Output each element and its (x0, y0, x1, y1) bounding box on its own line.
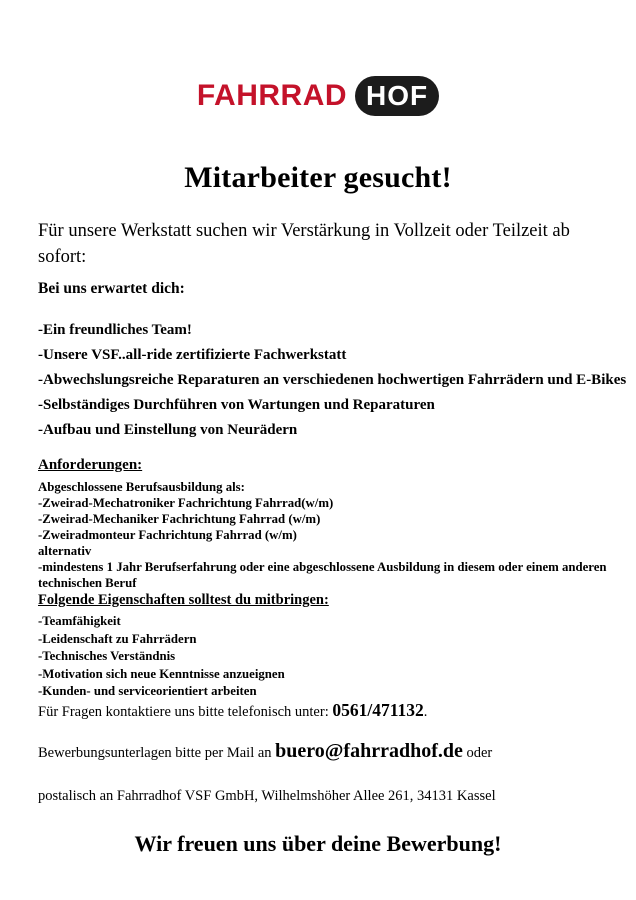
list-item: -mindestens 1 Jahr Berufserfahrung oder eine abgeschlossene Ausbildung in diesem oder einem anderen technischen Beruf (38, 560, 607, 590)
postal-address-line: postalisch an Fahrradhof VSF GmbH, Wilhelmshöher Allee 261, 34131 Kassel (38, 788, 496, 804)
intro-paragraph: Für unsere Werkstatt suchen wir Verstärkung in Vollzeit oder Teilzeit ab sofort: (38, 221, 570, 267)
phone-contact-line (38, 700, 634, 721)
list-item: -Teamfähigkeit (38, 614, 121, 628)
qualities-heading: Folgende Eigenschaften solltest du mitbringen: (38, 592, 329, 608)
requirements-section (38, 457, 634, 591)
requirements-list (38, 479, 634, 591)
list-item: Abgeschlossene Berufsausbildung als: (38, 480, 245, 494)
qualities-list (38, 613, 634, 701)
list-item: -Zweiradmonteur Fachrichtung Fahrrad (w/m) (38, 528, 297, 542)
list-item: -Technisches Verständnis (38, 649, 176, 664)
mail-suffix-text: oder (462, 745, 493, 761)
email-address: buero@fahrradhof.de (275, 740, 463, 762)
requirements-heading: Anforderungen: (38, 457, 143, 473)
list-item: alternativ (38, 544, 92, 558)
expectations-list (38, 318, 634, 443)
list-item: -Selbständiges Durchführen von Wartungen und Reparaturen (38, 397, 435, 413)
logo-text-fahrrad: FAHRRAD (196, 79, 348, 112)
list-item: -Abwechslungsreiche Reparaturen an verschiedenen hochwertigen Fahrrädern und E-Bikes (38, 372, 627, 388)
qualities-section (38, 592, 634, 701)
list-item: -Ein freundliches Team! (38, 322, 192, 338)
list-item: -Leidenschaft zu Fahrrädern (38, 631, 197, 646)
phone-prefix-text: Für Fragen kontaktiere uns bitte telefonisch unter: (38, 704, 333, 720)
list-item: -Zweirad-Mechatroniker Fachrichtung Fahrrad(w/m) (38, 496, 334, 510)
page-title: Mitarbeiter gesucht! (184, 161, 452, 194)
expectations-heading: Bei uns erwartet dich: (38, 280, 185, 297)
phone-suffix-text: . (423, 704, 428, 720)
mail-prefix-text: Bewerbungsunterlagen bitte per Mail an (38, 745, 276, 761)
fahrradhof-logo (0, 76, 636, 116)
list-item: -Unsere VSF..all-ride zertifizierte Fachwerkstatt (38, 347, 347, 363)
closing-line: Wir freuen uns über deine Bewerbung! (134, 831, 502, 856)
phone-number: 0561/471132 (332, 700, 424, 720)
list-item: -Aufbau und Einstellung von Neurädern (38, 422, 298, 438)
mail-contact-line (38, 740, 634, 763)
logo-badge-hof: HOF (355, 76, 439, 116)
list-item: -Kunden- und serviceorientiert arbeiten (38, 684, 257, 699)
list-item: -Motivation sich neue Kenntnisse anzueignen (38, 666, 285, 681)
list-item: -Zweirad-Mechaniker Fachrichtung Fahrrad (w/m) (38, 512, 321, 526)
